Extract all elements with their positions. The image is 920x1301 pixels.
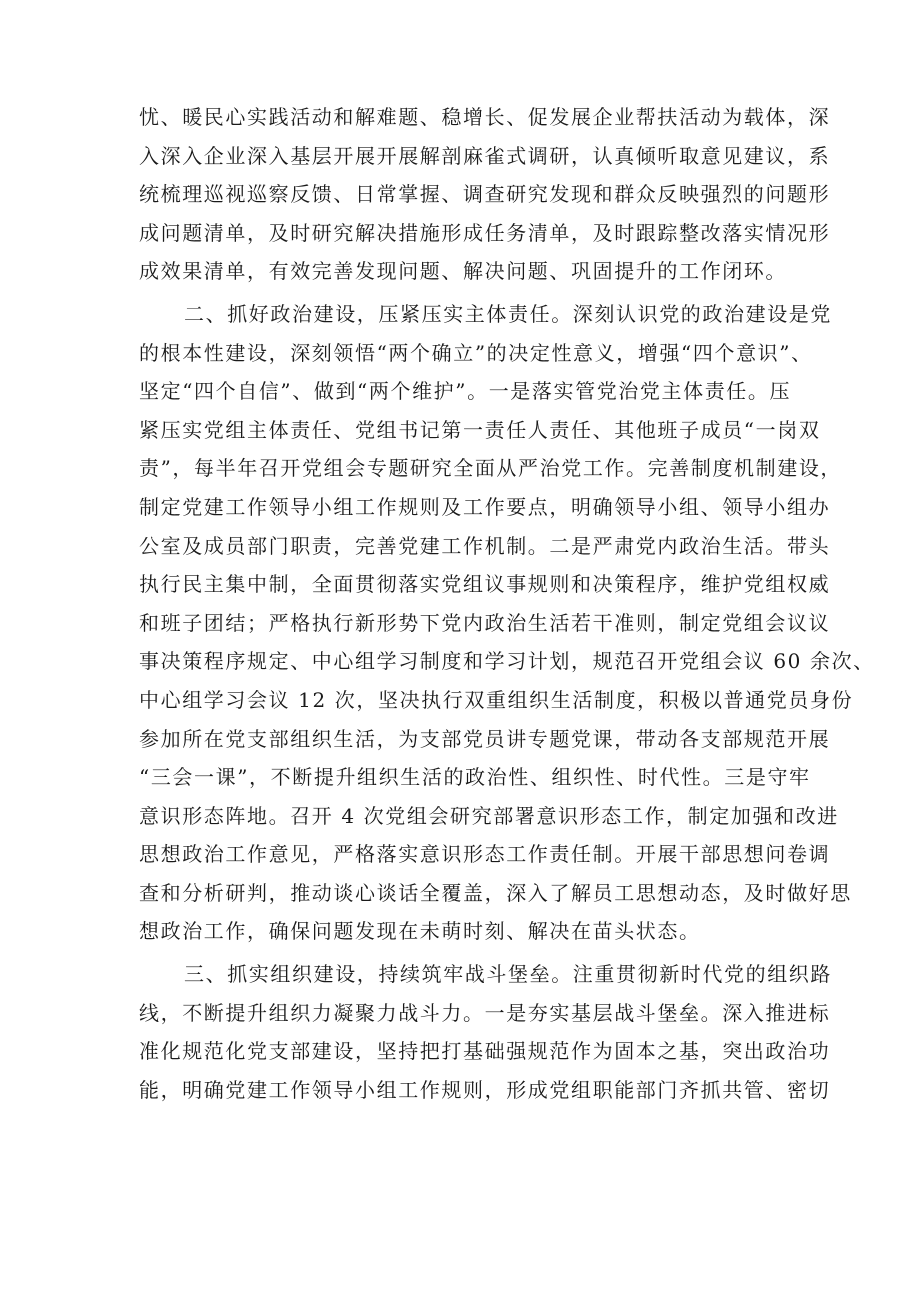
text-line: 思想政治工作意见，严格落实意识形态工作责任制。开展干部思想问卷调 [139,842,831,867]
text-line: 成效果清单，有效完善发现问题、解决问题、巩固提升的工作闭环。 [139,259,787,284]
text-line: 成问题清单，及时研究解决措施形成任务清单，及时跟踪整改落实情况形 [139,220,831,245]
text-line: 公室及成员部门职责，完善党建工作机制。二是严肃党内政治生活。带头 [139,533,831,558]
text-line: 查和分析研判，推动谈心谈话全覆盖，深入了解员工思想动态，及时做好思 [139,880,852,905]
text-line: 忧、暖民心实践活动和解难题、稳增长、促发展企业帮扶活动为载体，深 [139,105,831,129]
paragraph-1 [139,98,831,291]
document-body [139,98,875,1109]
text-line: 能，明确党建工作领导小组工作规则，形成党组职能部门齐抓共管、密切 [139,1077,831,1102]
text-line: 制定党建工作领导小组工作规则及工作要点，明确领导小组、领导小组办 [139,494,831,519]
text-line: 执行民主集中制，全面贯彻落实党组议事规则和决策程序，维护党组权威 [139,572,831,597]
paragraph-3 [139,955,832,1109]
text-line: 二、抓好政治建设，压紧压实主体责任。深刻认识党的政治建设是党 [184,301,832,326]
text-line: 线，不断提升组织力凝聚力战斗力。一是夯实基层战斗堡垒。深入推进标 [139,1000,831,1025]
text-line: 坚定“四个自信”、做到“两个维护”。一是落实管党治党主体责任。压 [139,379,792,404]
text-line: “三会一课”，不断提升组织生活的政治性、组织性、时代性。三是守牢 [139,765,811,790]
text-line: 中心组学习会议 12 次，坚决执行双重组织生活制度，积极以普通党员身份 [139,687,854,712]
text-line: 想政治工作，确保问题发现在未萌时刻、解决在苗头状态。 [139,919,701,944]
text-line: 和班子团结；严格执行新形势下党内政治生活若干准则，制定党组会议议 [139,610,831,635]
text-line: 紧压实党组主体责任、党组书记第一责任人责任、其他班子成员“一岗双 [139,417,821,442]
text-line: 入深入企业深入基层开展开展解剖麻雀式调研，认真倾听取意见建议，系 [139,143,831,168]
text-line: 参加所在党支部组织生活，为支部党员讲专题党课，带动各支部规范开展 [139,726,831,751]
text-line: 准化规范化党支部建设，坚持把打基础强规范作为固本之基，突出政治功 [139,1039,831,1064]
text-line: 事决策程序规定、中心组学习制度和学习计划，规范召开党组会议 60 余次、 [139,649,875,674]
text-line: 统梳理巡视巡察反馈、日常掌握、调查研究发现和群众反映强烈的问题形 [139,182,831,207]
text-line: 意识形态阵地。召开 4 次党组会研究部署意识形态工作，制定加强和改进 [139,803,839,828]
paragraph-2 [139,295,875,951]
text-line: 三、抓实组织建设，持续筑牢战斗堡垒。注重贯彻新时代党的组织路 [184,962,832,987]
text-line: 的根本性建设，深刻领悟“两个确立”的决定性意义，增强“四个意识”、 [139,340,813,365]
text-line: 责”，每半年召开党组会专题研究全面从严治党工作。完善制度机制建设， [139,456,843,481]
